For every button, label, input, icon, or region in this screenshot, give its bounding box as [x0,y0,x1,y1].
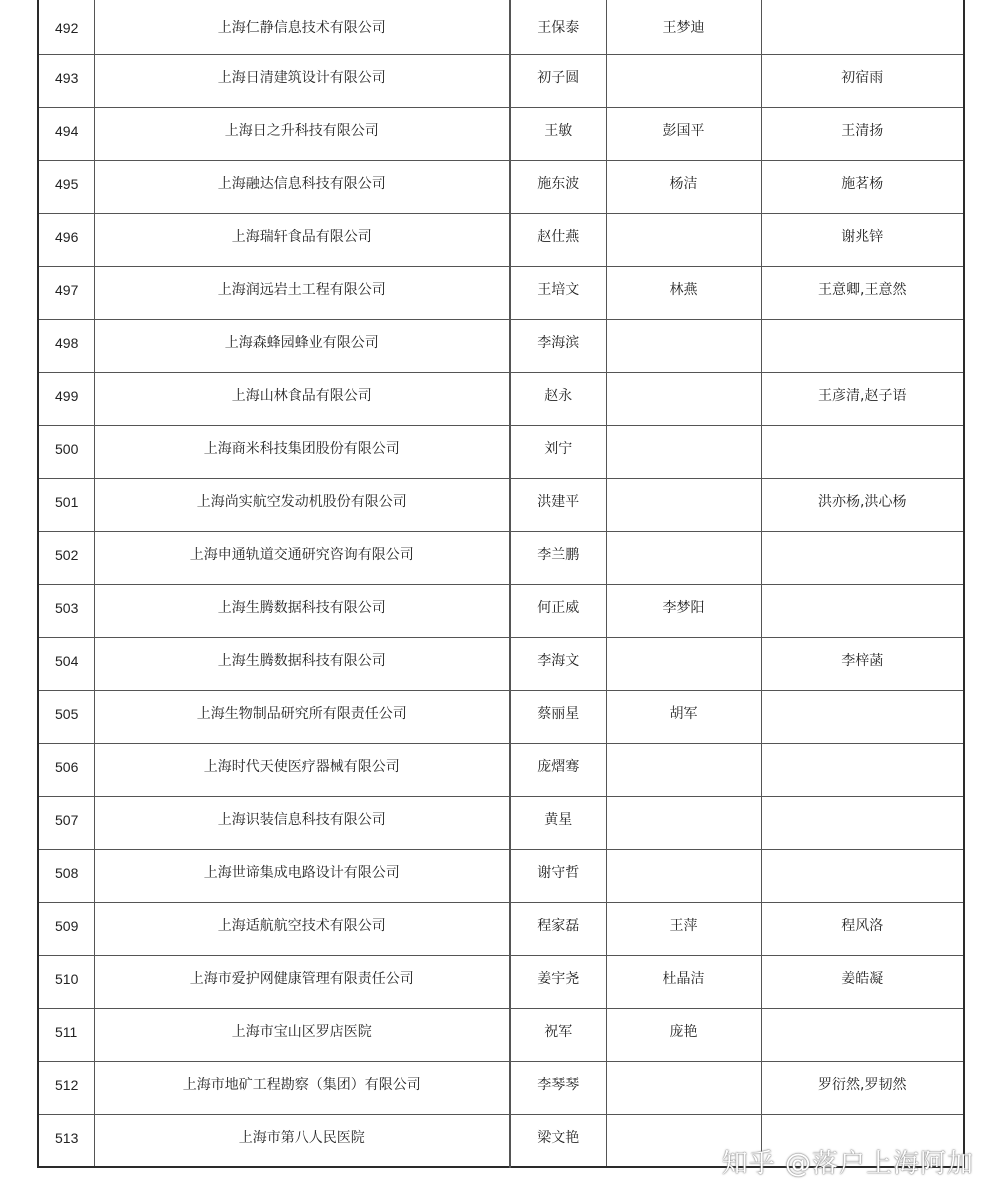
table-row [38,266,964,319]
company-name-cell: 上海世谛集成电路设计有限公司 [94,849,510,902]
row-number: 492 [38,0,94,54]
company-name-cell: 上海时代天使医疗器械有限公司 [94,743,510,796]
row-number: 510 [38,955,94,1008]
children-cell: 洪亦杨,洪心杨 [761,478,964,531]
children-cell: 施茗杨 [761,160,964,213]
applicant-cell: 王敏 [510,107,606,160]
company-name-cell: 上海生腾数据科技有限公司 [94,584,510,637]
company-name-cell: 上海瑞轩食品有限公司 [94,213,510,266]
row-number: 512 [38,1061,94,1114]
applicant-cell: 何正威 [510,584,606,637]
company-name-cell: 上海山林食品有限公司 [94,372,510,425]
applicant-cell: 李兰鹏 [510,531,606,584]
table-body [38,0,964,1167]
company-name-cell: 上海润远岩土工程有限公司 [94,266,510,319]
spouse-cell [606,743,761,796]
spouse-cell: 林燕 [606,266,761,319]
spouse-cell [606,54,761,107]
children-cell [761,319,964,372]
applicant-cell: 王保泰 [510,0,606,54]
applicant-cell: 李琴琴 [510,1061,606,1114]
row-number: 505 [38,690,94,743]
children-cell: 初宿雨 [761,54,964,107]
table-row [38,478,964,531]
applicant-cell: 赵永 [510,372,606,425]
children-cell [761,1008,964,1061]
children-cell: 王彦清,赵子语 [761,372,964,425]
spouse-cell [606,372,761,425]
applicant-cell: 谢守哲 [510,849,606,902]
spouse-cell [606,796,761,849]
zhihu-watermark: 知乎 @落户上海阿加 [721,1149,974,1179]
row-number: 508 [38,849,94,902]
children-cell [761,425,964,478]
company-name-cell: 上海生腾数据科技有限公司 [94,637,510,690]
applicant-cell: 洪建平 [510,478,606,531]
table-row [38,902,964,955]
row-number: 506 [38,743,94,796]
children-cell [761,531,964,584]
row-number: 502 [38,531,94,584]
row-number: 501 [38,478,94,531]
applicant-cell: 初子圆 [510,54,606,107]
company-name-cell: 上海尚实航空发动机股份有限公司 [94,478,510,531]
applicant-cell: 黄星 [510,796,606,849]
company-name-cell: 上海日清建筑设计有限公司 [94,54,510,107]
children-cell [761,796,964,849]
applicant-cell: 李海滨 [510,319,606,372]
table-row [38,584,964,637]
spouse-cell: 杜晶洁 [606,955,761,1008]
children-cell: 李梓菡 [761,637,964,690]
spouse-cell [606,478,761,531]
company-name-cell: 上海市地矿工程勘察（集团）有限公司 [94,1061,510,1114]
row-number: 496 [38,213,94,266]
table-row [38,531,964,584]
spouse-cell [606,1061,761,1114]
table-row [38,372,964,425]
applicant-cell: 庞熠骞 [510,743,606,796]
row-number: 494 [38,107,94,160]
applicant-cell: 姜宇尧 [510,955,606,1008]
row-number: 511 [38,1008,94,1061]
children-cell [761,584,964,637]
children-cell [761,0,964,54]
applicant-cell: 蔡丽星 [510,690,606,743]
applicant-cell: 赵仕燕 [510,213,606,266]
applicant-cell: 施东波 [510,160,606,213]
spouse-cell [606,425,761,478]
company-name-cell: 上海森蜂园蜂业有限公司 [94,319,510,372]
spouse-cell [606,637,761,690]
children-cell: 罗衍然,罗韧然 [761,1061,964,1114]
table-row [38,849,964,902]
row-number: 513 [38,1114,94,1167]
company-name-cell: 上海市宝山区罗店医院 [94,1008,510,1061]
spouse-cell [606,531,761,584]
company-name-cell: 上海适航航空技术有限公司 [94,902,510,955]
spouse-cell: 李梦阳 [606,584,761,637]
table-row [38,107,964,160]
table-row [38,955,964,1008]
row-number: 507 [38,796,94,849]
company-name-cell: 上海融达信息科技有限公司 [94,160,510,213]
spouse-cell: 杨洁 [606,160,761,213]
table-row [38,690,964,743]
company-name-cell: 上海生物制品研究所有限责任公司 [94,690,510,743]
children-cell [761,690,964,743]
spouse-cell: 胡军 [606,690,761,743]
company-name-cell: 上海商米科技集团股份有限公司 [94,425,510,478]
table-row [38,160,964,213]
company-name-cell: 上海市第八人民医院 [94,1114,510,1167]
row-number: 504 [38,637,94,690]
table-row [38,637,964,690]
table-row [38,0,964,54]
table-row [38,54,964,107]
children-cell [761,743,964,796]
table-row [38,1061,964,1114]
spouse-cell: 庞艳 [606,1008,761,1061]
applicant-cell: 梁文艳 [510,1114,606,1167]
row-number: 499 [38,372,94,425]
table-row [38,425,964,478]
spouse-cell [606,213,761,266]
children-cell: 程风洛 [761,902,964,955]
children-cell: 姜皓凝 [761,955,964,1008]
table-row [38,319,964,372]
row-number: 495 [38,160,94,213]
row-number: 497 [38,266,94,319]
applicant-cell: 王培文 [510,266,606,319]
applicant-cell: 李海文 [510,637,606,690]
applicant-cell: 刘宁 [510,425,606,478]
company-name-cell: 上海申通轨道交通研究咨询有限公司 [94,531,510,584]
company-name-cell: 上海仁静信息技术有限公司 [94,0,510,54]
row-number: 493 [38,54,94,107]
applicant-cell: 程家磊 [510,902,606,955]
spouse-cell: 彭国平 [606,107,761,160]
company-name-cell: 上海识装信息科技有限公司 [94,796,510,849]
table-row [38,213,964,266]
spouse-cell [606,849,761,902]
company-name-cell: 上海日之升科技有限公司 [94,107,510,160]
children-cell: 谢兆锌 [761,213,964,266]
children-cell [761,849,964,902]
children-cell: 王清扬 [761,107,964,160]
row-number: 500 [38,425,94,478]
settlement-list-table [37,0,965,1168]
table-row [38,1008,964,1061]
applicant-cell: 祝军 [510,1008,606,1061]
table-row [38,796,964,849]
row-number: 498 [38,319,94,372]
row-number: 509 [38,902,94,955]
spouse-cell: 王梦迪 [606,0,761,54]
spouse-cell: 王萍 [606,902,761,955]
company-name-cell: 上海市爱护网健康管理有限责任公司 [94,955,510,1008]
children-cell: 王意卿,王意然 [761,266,964,319]
table-row [38,743,964,796]
spouse-cell [606,319,761,372]
row-number: 503 [38,584,94,637]
